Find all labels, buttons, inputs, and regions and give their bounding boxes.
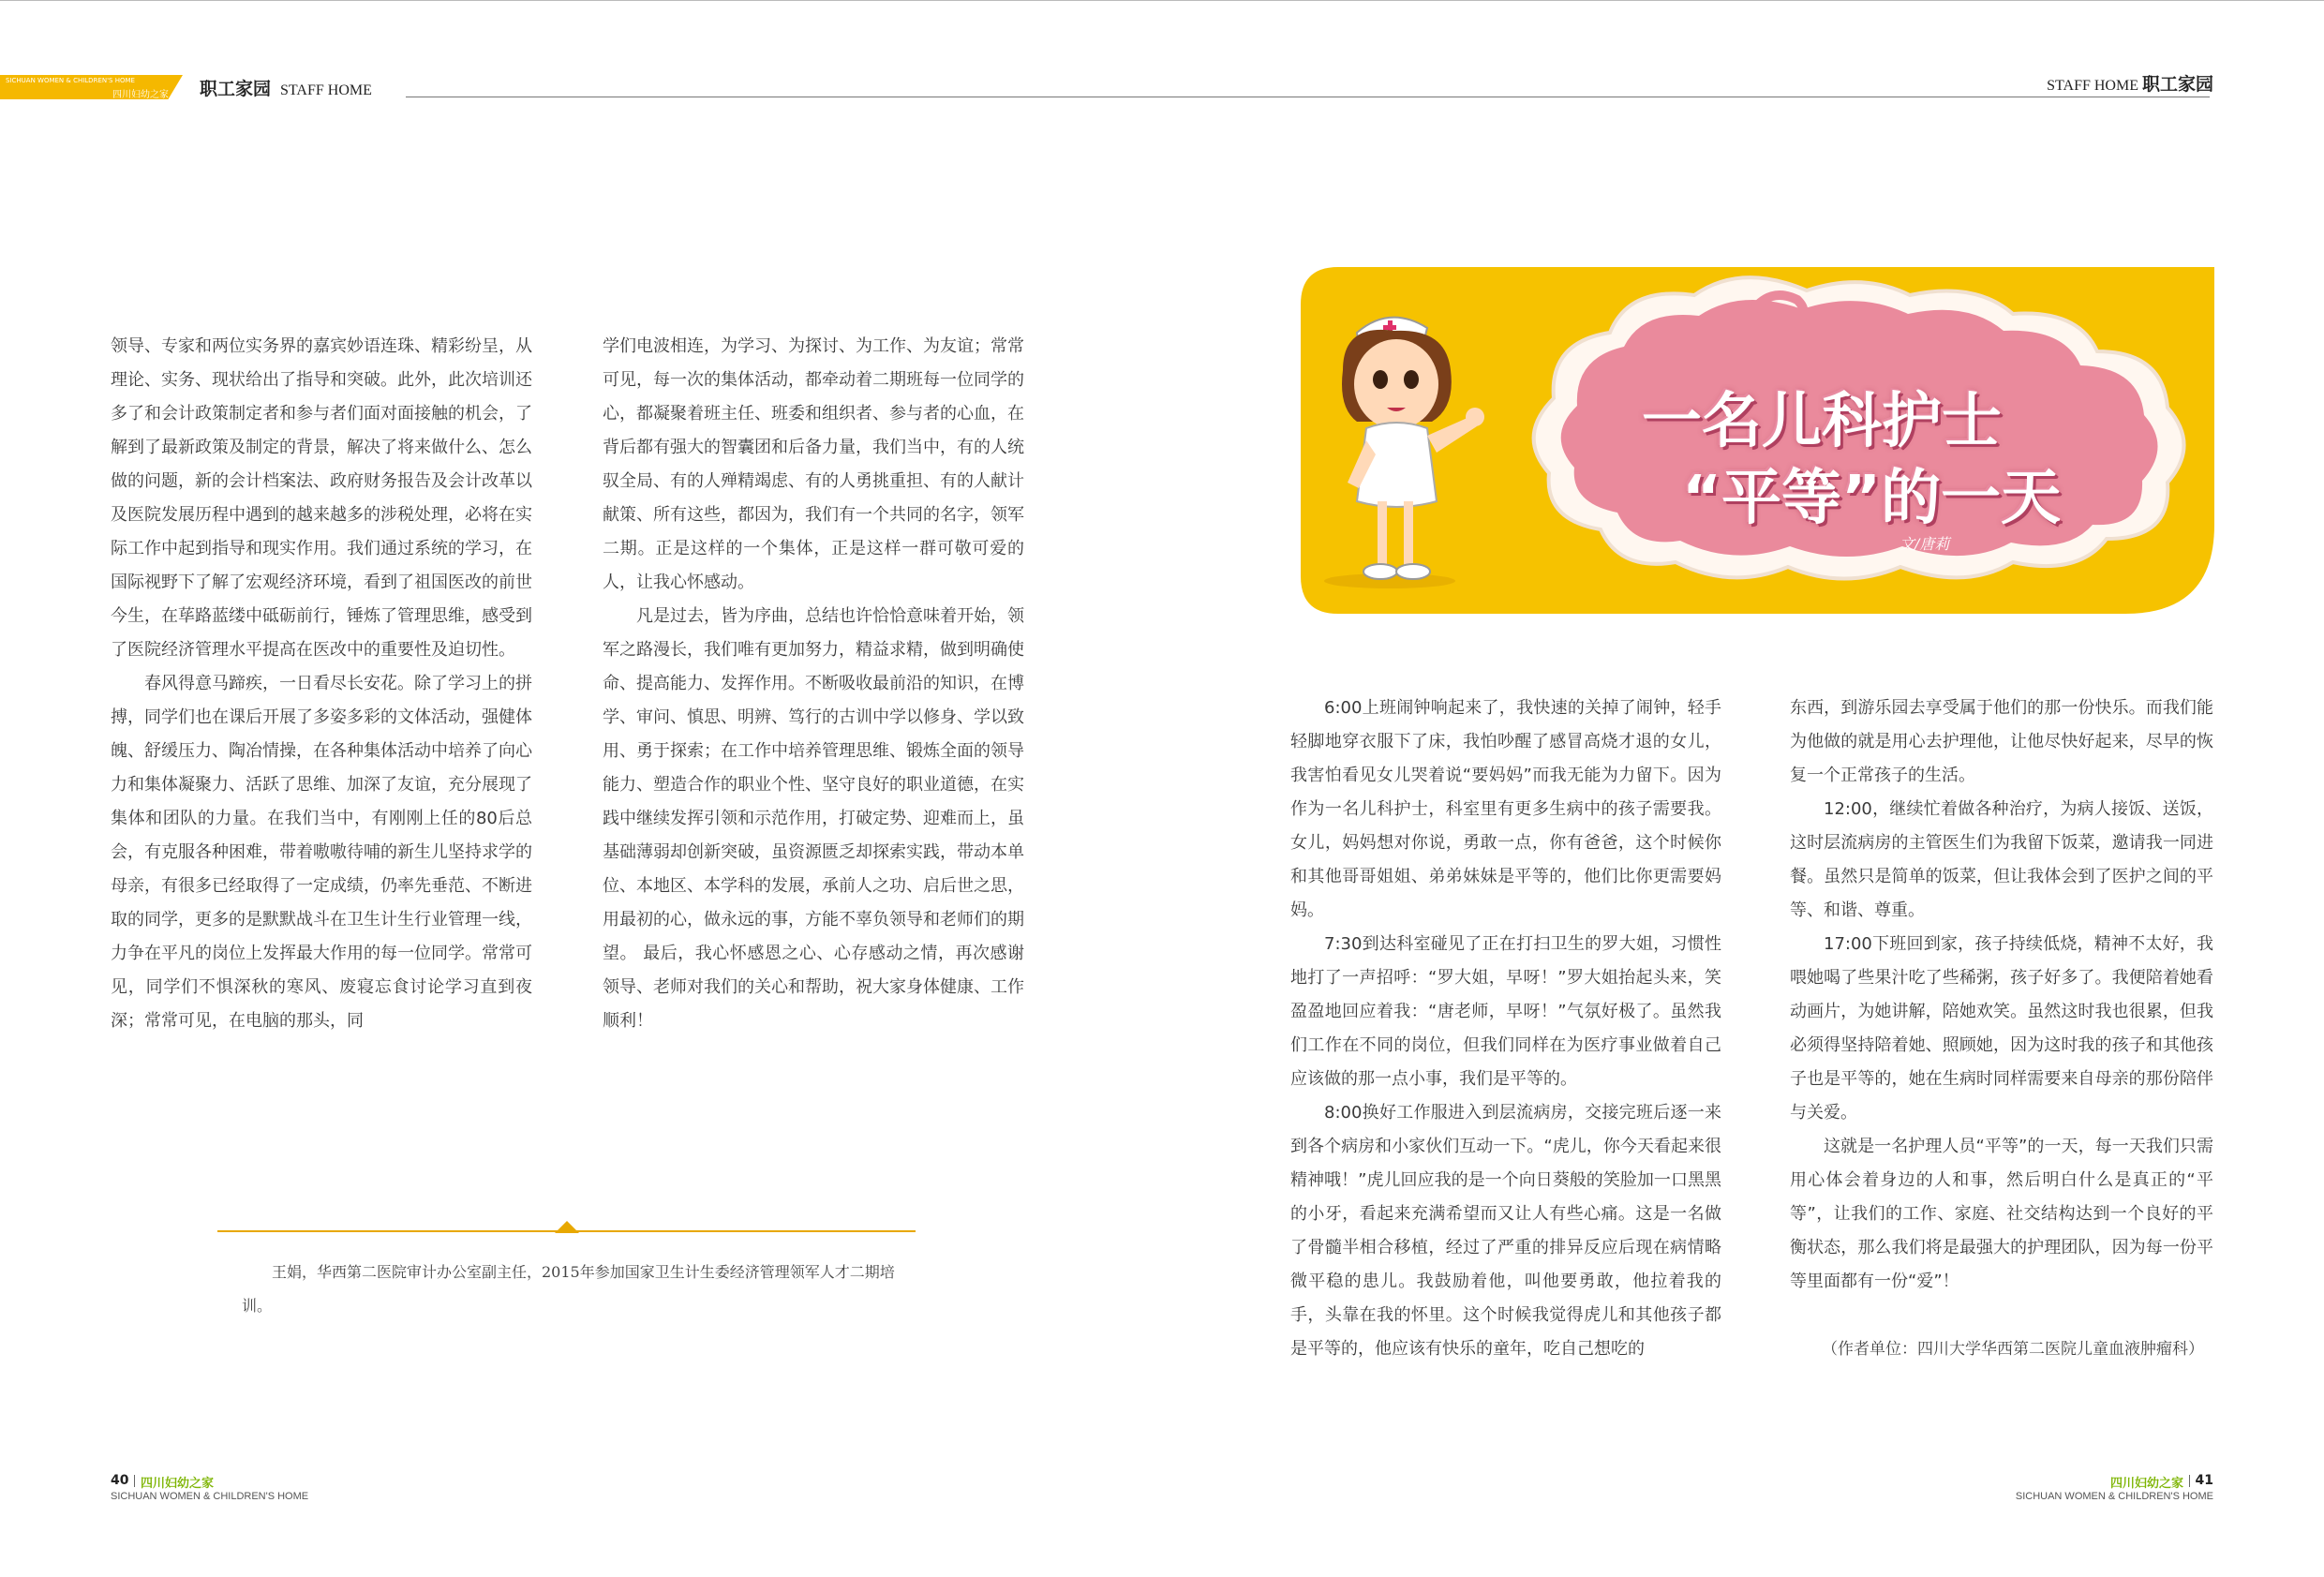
article-title-line1: 一名儿科护士: [1642, 387, 2002, 456]
paragraph: 这就是一名护理人员“平等”的一天，每一天我们只需用心体会着身边的人和事，然后明白什么是真正的“平等”，让我们的工作、家庭、社交结构达到一个良好的平衡状态，那么我们将是最强大的护理团队，因为每一份平等里面都有一份“爱”！: [1790, 1137, 2213, 1291]
left-article-col2: [603, 330, 1024, 1038]
paragraph: 凡是过去，皆为序曲，总结也许恰恰意味着开始，领军之路漫长，我们唯有更加努力，精益求精，做到明确使命、提高能力、发挥作用。不断吸收最前沿的知识，在博学、审问、慎思、明辨、笃行的古训中学以修身、学以致用、勇于探索；在工作中培养管理思维、锻炼全面的领导能力、塑造合作的职业个性、坚守良好的职业道德，在实践中继续发挥引领和示范作用，打破定势、迎难而上，虽基础薄弱却创新突破，虽资源匮乏却探索实践，带动本单位、本地区、本学科的发展，承前人之功、启后世之思，用最初的心，做永远的事，方能不辜负领导和老师们的期望。 最后，我心怀感恩之心、心存感动之情，再次感谢领导、老师对我们的关心和帮助，祝大家身体健康、工作顺利！: [603, 606, 1024, 1031]
paragraph: 17:00下班回到家，孩子持续低烧，精神不太好，我喂她喝了些果汁吃了些稀粥，孩子好多了。我便陪着她看动画片，为她讲解，陪她欢笑。虽然这时我也很累，但我必须得坚持陪着她、照顾她，因为这时我的孩子和其他孩子也是平等的，她在生病时同样需要来自母亲的那份陪伴与关爱。: [1790, 934, 2213, 1123]
paragraph: 8:00换好工作服进入到层流病房，交接完班后逐一来到各个病房和小家伙们互动一下。“虎儿，你今天看起来很精神哦！”虎儿回应我的是一个向日葵般的笑脸加一口黑黑的小牙，看起来充满希望而又让人有些心痛。这是一名做了骨髓半相合移植，经过了严重的排异反应后现在病情略微平稳的患儿。我鼓励着他，叫他要勇敢，他拉着我的手，头靠在我的怀里。这个时候我觉得虎儿和其他孩子都是平等的，他应该有快乐的童年，吃自己想吃的: [1290, 1103, 1721, 1359]
footer-magazine-en-right: SICHUAN WOMEN & CHILDREN'S HOME: [2015, 1491, 2213, 1502]
page-number-left: 40: [111, 1473, 129, 1488]
header-left-title-en: STAFF HOME: [280, 82, 372, 98]
footer-divider-left: [134, 1475, 135, 1487]
paragraph: 春风得意马蹄疾，一日看尽长安花。除了学习上的拼搏，同学们也在课后开展了多姿多彩的文体活动，强健体魄、舒缓压力、陶冶情操，在各种集体活动中培养了向心力和集体凝聚力、活跃了思维、加深了友谊，充分展现了集体和团队的力量。在我们当中，有刚刚上任的80后总会，有克服各种困难，带着嗷嗷待哺的新生儿坚持求学的母亲，有很多已经取得了一定成绩，仍率先垂范、不断进取的同学，更多的是默默战斗在卫生计生行业管理一线，力争在平凡的岗位上发挥最大作用的每一位同学。常常可见，同学们不惧深秋的寒风、废寝忘食讨论学习直到夜深；常常可见，在电脑的那头，同: [111, 674, 532, 1031]
header-left-title-cn: 职工家园: [200, 79, 272, 99]
paragraph: 12:00，继续忙着做各种治疗，为病人接饭、送饭，这时层流病房的主管医生们为我留下饭菜，邀请我一同进餐。虽然只是简单的饭菜，但让我体会到了医护之间的平等、和谐、尊重。: [1790, 799, 2213, 920]
footer-magazine-en-left: SICHUAN WOMEN & CHILDREN'S HOME: [111, 1491, 309, 1502]
paragraph: 7:30到达科室碰见了正在打扫卫生的罗大姐，习惯性地打了一声招呼：“罗大姐，早呀！”罗大姐抬起头来，笑盈盈地回应着我：“唐老师，早呀！”气氛好极了。虽然我们工作在不同的岗位，但我们同样在为医疗事业做着自己应该做的那一点小事，我们是平等的。: [1290, 934, 1721, 1089]
right-article-col3: [1290, 692, 1721, 1366]
footer-divider-right: [2189, 1475, 2190, 1487]
author-unit: （作者单位：四川大学华西第二医院儿童血液肿瘤科）: [1822, 1340, 2204, 1359]
paragraph: 6:00上班闹钟响起来了，我快速的关掉了闹钟，轻手轻脚地穿衣服下了床，我怕吵醒了感冒高烧才退的女儿，我害怕看见女儿哭着说“要妈妈”而我无能为力留下。因为作为一名儿科护士，科室里有更多生病中的孩子需要我。女儿，妈妈想对你说，勇敢一点，你有爸爸，这个时候你和其他哥哥姐姐、弟弟妹妹是平等的，他们比你更需要妈妈。: [1290, 698, 1721, 920]
header-right-title-cn: 职工家园: [2141, 74, 2213, 95]
note-divider-triangle: [555, 1221, 579, 1233]
header-right-title-en: STAFF HOME: [2047, 78, 2138, 94]
footer-magazine-cn-right: 四川妇幼之家: [2109, 1477, 2183, 1491]
left-article-col1: [111, 330, 532, 1038]
page-number-right: 41: [2195, 1473, 2213, 1488]
author-note: 王娟，华西第二医院审计办公室副主任，2015年参加国家卫生计生委经济管理领军人才二期培训。: [242, 1263, 895, 1315]
article-byline: 文/唐莉: [1899, 535, 1950, 553]
header-left-title: [200, 75, 372, 100]
spacer: [1790, 1299, 2213, 1332]
paragraph: 学们电波相连，为学习、为探讨、为工作、为友谊；常常可见，每一次的集体活动，都牵动着二期班每一位同学的心，都凝聚着班主任、班委和组织者、参与者的心血，在背后都有强大的智囊团和后备力量，我们当中，有的人统驭全局、有的人殚精竭虑、有的人勇挑重担、有的人献计献策、所有这些，都因为，我们有一个共同的名字，领军二期。正是这样的一个集体，正是这样一群可敬可爱的人，让我心怀感动。: [603, 336, 1024, 592]
page-top-edge: [0, 0, 2324, 1]
header-right-title: [2047, 70, 2213, 96]
header-tab-cn: 四川妇幼之家: [112, 90, 169, 100]
paragraph: 东西，到游乐园去享受属于他们的那一份快乐。而我们能为他做的就是用心去护理他，让他尽快好起来，尽早的恢复一个正常孩子的生活。: [1790, 698, 2213, 785]
paragraph: 领导、专家和两位实务界的嘉宾妙语连珠、精彩纷呈，从理论、实务、现状给出了指导和突破。此外，此次培训还多了和会计政策制定者和参与者们面对面接触的机会，了解到了最新政策及制定的背景，解决了将来做什么、怎么做的问题，新的会计档案法、政府财务报告及会计改革以及医院发展历程中遇到的越来越多的涉税处理，必将在实际工作中起到指导和现实作用。我们通过系统的学习，在国际视野下了解了宏观经济环境，看到了祖国医改的前世今生，在荜路蓝缕中砥砺前行，锤炼了管理思维，感受到了医院经济管理水平提高在医改中的重要性及迫切性。: [111, 336, 532, 660]
article-title-line2: “平等”的一天: [1682, 464, 2062, 533]
footer-magazine-cn-left: 四川妇幼之家: [141, 1477, 215, 1491]
header-tab-en: SICHUAN WOMEN & CHILDREN'S HOME: [6, 77, 135, 84]
right-article-col4: [1790, 692, 2213, 1366]
